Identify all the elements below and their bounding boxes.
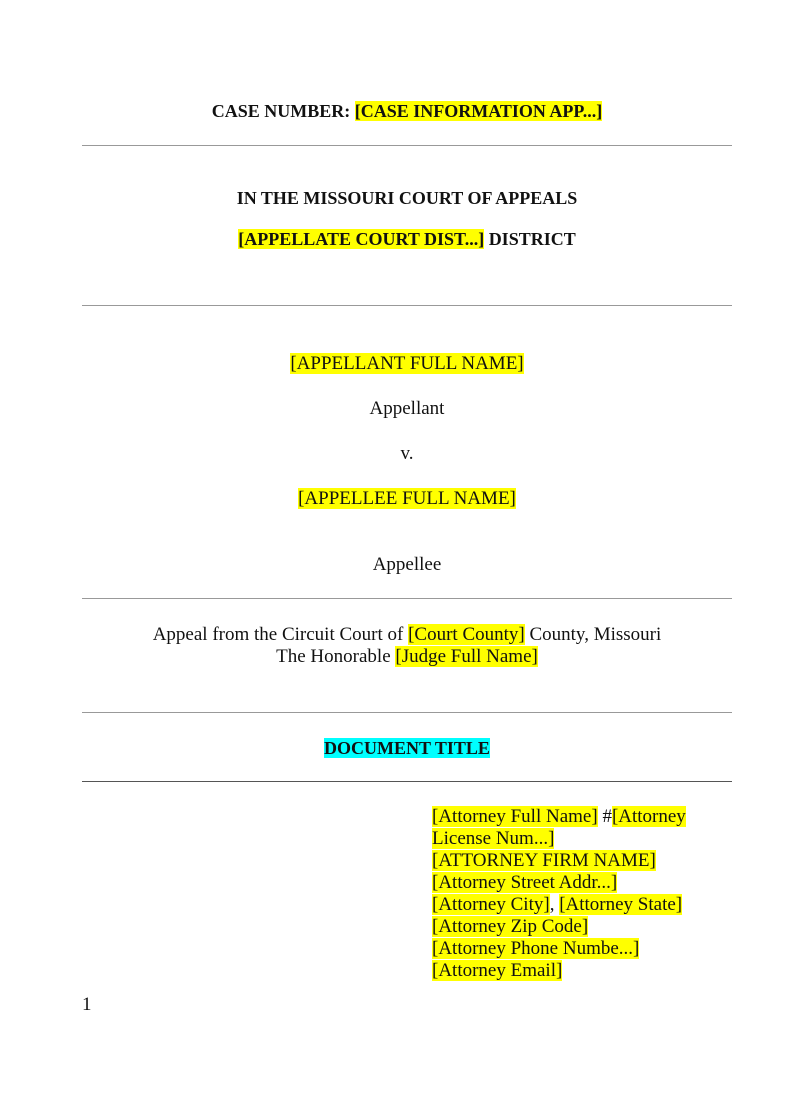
attorney-street-field[interactable]: [Attorney Street Addr...] — [432, 872, 618, 893]
versus-label: v. — [400, 443, 414, 464]
case-number-label: CASE NUMBER: — [211, 101, 351, 121]
appellant-name-field[interactable]: [APPELLANT FULL NAME] — [290, 353, 524, 374]
attorney-state-field[interactable]: [Attorney State] — [559, 894, 683, 915]
divider — [82, 781, 732, 782]
appeal-court-line — [82, 624, 732, 646]
district-suffix: DISTRICT — [488, 229, 576, 249]
appellant-label: Appellant — [369, 398, 445, 419]
attorney-name-field[interactable]: [Attorney Full Name] — [432, 806, 598, 827]
attorney-phone-field[interactable]: [Attorney Phone Numbe...] — [432, 938, 640, 959]
page-number: 1 — [82, 994, 92, 1015]
court-county-field[interactable]: [Court County] — [408, 624, 525, 645]
attorney-phone-line — [432, 938, 732, 960]
appellee-label: Appellee — [372, 554, 442, 575]
appellee-name-field[interactable]: [APPELLEE FULL NAME] — [298, 488, 516, 509]
judge-name-field[interactable]: [Judge Full Name] — [395, 646, 538, 667]
attorney-license-line — [432, 828, 732, 850]
district-field[interactable]: [APPELLATE COURT DIST...] — [238, 229, 485, 249]
divider — [82, 305, 732, 306]
attorney-block — [432, 806, 732, 982]
appeal-suffix: County, Missouri — [529, 624, 662, 645]
case-number-line — [82, 100, 732, 122]
judge-line — [82, 646, 732, 668]
attorney-street-line — [432, 872, 732, 894]
license-hash: # — [602, 806, 612, 827]
judge-prefix: The Honorable — [276, 646, 391, 667]
district-line — [82, 228, 732, 250]
court-name: IN THE MISSOURI COURT OF APPEALS — [236, 188, 578, 208]
attorney-zip-field[interactable]: [Attorney Zip Code] — [432, 916, 589, 937]
attorney-name-line — [432, 806, 732, 828]
attorney-firm-field[interactable]: [ATTORNEY FIRM NAME] — [432, 850, 656, 871]
case-number-field[interactable]: [CASE INFORMATION APP...] — [354, 101, 603, 121]
attorney-email-line — [432, 960, 732, 982]
attorney-email-field[interactable]: [Attorney Email] — [432, 960, 563, 981]
document-title-line — [82, 737, 732, 759]
appellant-line — [82, 353, 732, 375]
appeal-prefix: Appeal from the Circuit Court of — [152, 624, 404, 645]
city-state-comma: , — [549, 894, 555, 915]
divider — [82, 712, 732, 713]
appellee-line — [82, 488, 732, 510]
divider — [82, 145, 732, 146]
attorney-city-field[interactable]: [Attorney City] — [432, 894, 550, 915]
divider — [82, 598, 732, 599]
attorney-zip-line — [432, 916, 732, 938]
attorney-city-state-line — [432, 894, 732, 916]
attorney-license-field-cont[interactable]: License Num...] — [432, 828, 555, 849]
attorney-license-field[interactable]: [Attorney — [611, 806, 686, 827]
document-title-field[interactable]: DOCUMENT TITLE — [324, 738, 490, 758]
attorney-firm-line — [432, 850, 732, 872]
